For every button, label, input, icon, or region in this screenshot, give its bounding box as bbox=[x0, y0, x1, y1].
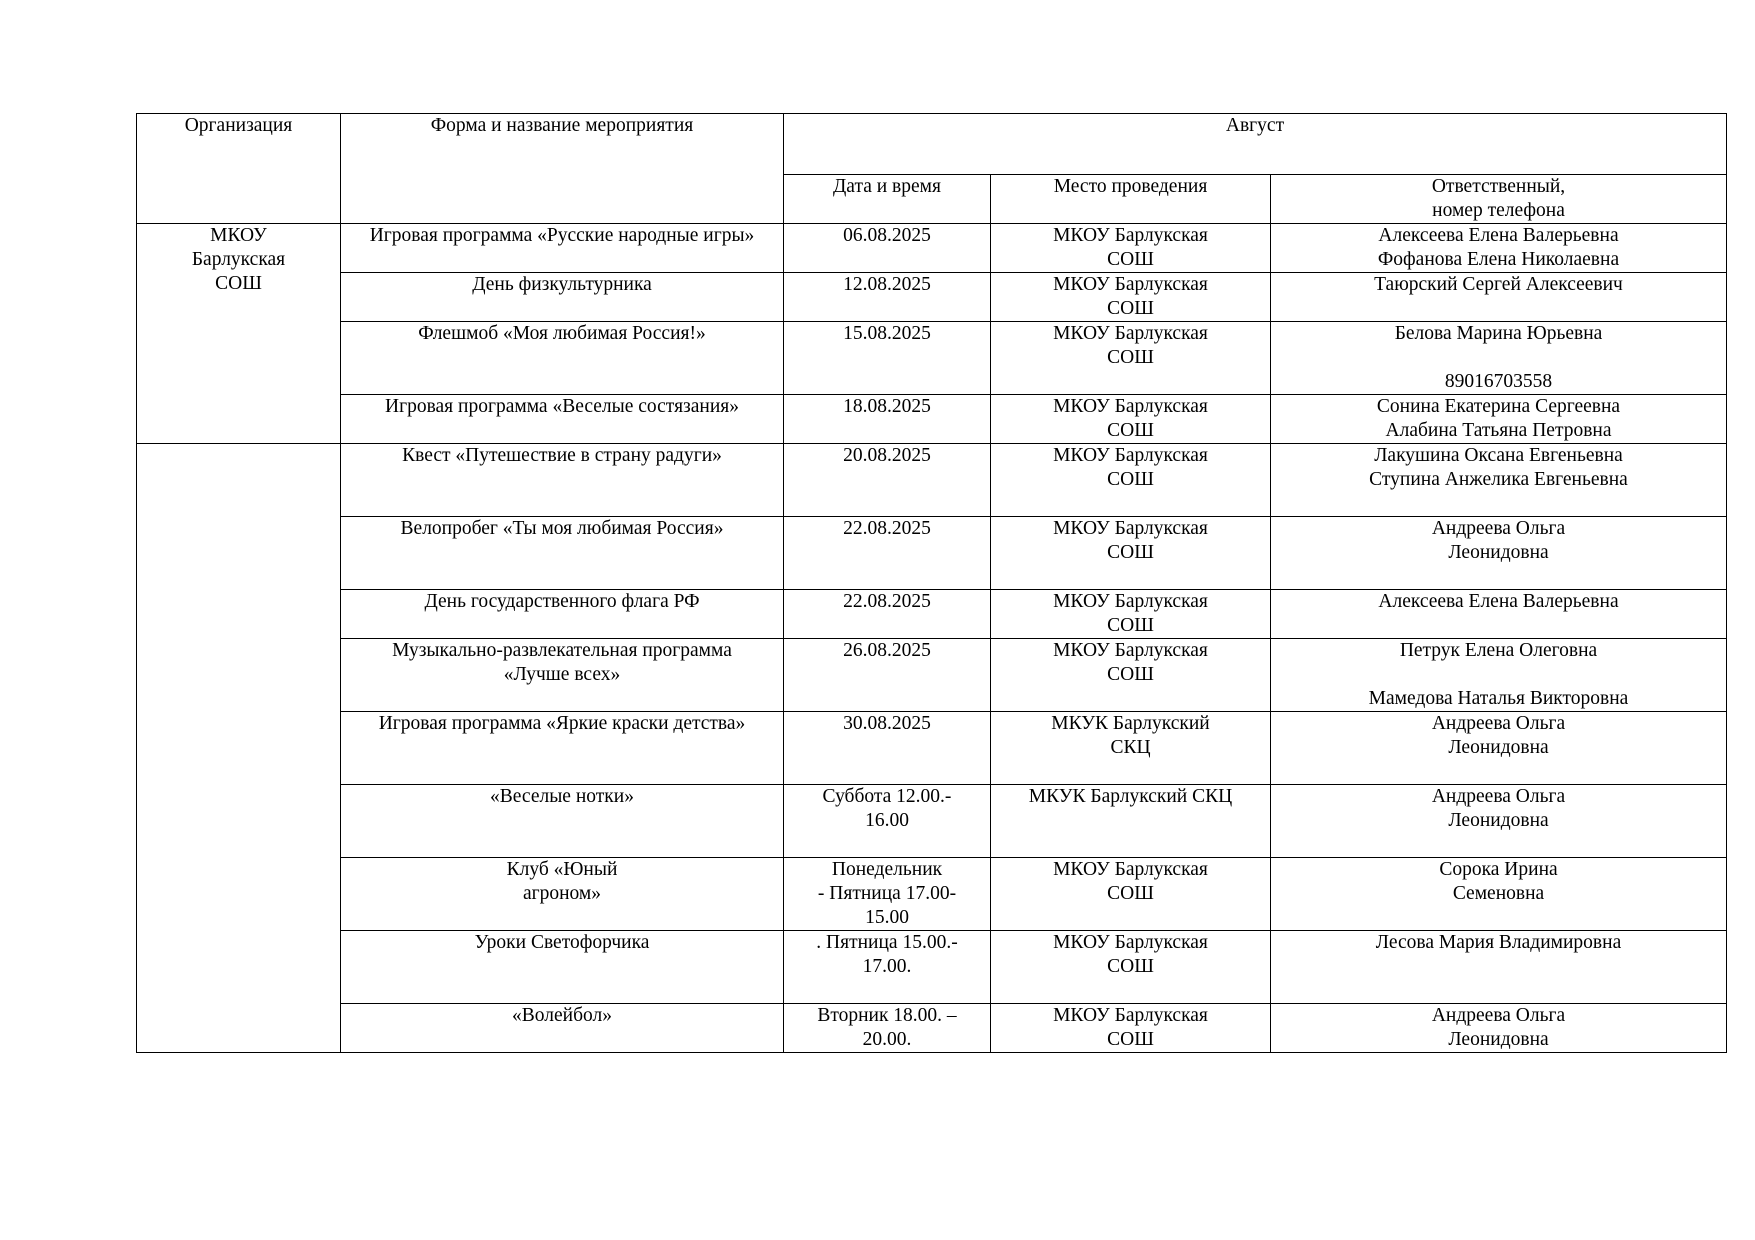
venue-cell: МКОУ Барлукская СОШ bbox=[991, 517, 1271, 590]
event-cell: День государственного флага РФ bbox=[341, 590, 784, 639]
responsible-cell: Лесова Мария Владимировна bbox=[1271, 931, 1727, 1004]
events-table-body bbox=[137, 114, 1727, 1053]
venue-cell: МКОУ Барлукская СОШ bbox=[991, 858, 1271, 931]
responsible-cell: Петрук Елена Олеговна Мамедова Наталья Викторовна bbox=[1271, 639, 1727, 712]
responsible-cell: Андреева Ольга Леонидовна bbox=[1271, 517, 1727, 590]
date-cell: 20.08.2025 bbox=[784, 444, 991, 517]
event-cell: Игровая программа «Русские народные игры» bbox=[341, 224, 784, 273]
header-event-name: Форма и название мероприятия bbox=[341, 114, 784, 224]
organization-cell: МКОУ Барлукская СОШ bbox=[137, 224, 341, 444]
event-cell: Уроки Светофорчика bbox=[341, 931, 784, 1004]
header-month: Август bbox=[784, 114, 1727, 175]
venue-cell: МКОУ Барлукская СОШ bbox=[991, 224, 1271, 273]
event-cell: Игровая программа «Веселые состязания» bbox=[341, 395, 784, 444]
venue-cell: МКОУ Барлукская СОШ bbox=[991, 395, 1271, 444]
organization-cell-empty bbox=[137, 444, 341, 1053]
venue-cell: МКОУ Барлукская СОШ bbox=[991, 444, 1271, 517]
event-cell: Музыкально-развлекательная программа «Лучше всех» bbox=[341, 639, 784, 712]
table-row bbox=[137, 639, 1727, 712]
date-cell: 06.08.2025 bbox=[784, 224, 991, 273]
date-cell: 12.08.2025 bbox=[784, 273, 991, 322]
table-row bbox=[137, 444, 1727, 517]
responsible-cell: Белова Марина Юрьевна 89016703558 bbox=[1271, 322, 1727, 395]
table-row bbox=[137, 712, 1727, 785]
date-cell: 26.08.2025 bbox=[784, 639, 991, 712]
event-cell: «Волейбол» bbox=[341, 1004, 784, 1053]
event-cell: Велопробег «Ты моя любимая Россия» bbox=[341, 517, 784, 590]
events-table bbox=[136, 113, 1727, 1053]
venue-cell: МКУК Барлукский СКЦ bbox=[991, 785, 1271, 858]
venue-cell: МКОУ Барлукская СОШ bbox=[991, 931, 1271, 1004]
venue-cell: МКУК Барлукский СКЦ bbox=[991, 712, 1271, 785]
table-row bbox=[137, 931, 1727, 1004]
event-cell: День физкультурника bbox=[341, 273, 784, 322]
event-cell: Квест «Путешествие в страну радуги» bbox=[341, 444, 784, 517]
responsible-cell: Андреева Ольга Леонидовна bbox=[1271, 712, 1727, 785]
venue-cell: МКОУ Барлукская СОШ bbox=[991, 639, 1271, 712]
venue-cell: МКОУ Барлукская СОШ bbox=[991, 1004, 1271, 1053]
event-cell: Клуб «Юный агроном» bbox=[341, 858, 784, 931]
responsible-cell: Андреева Ольга Леонидовна bbox=[1271, 1004, 1727, 1053]
responsible-cell: Алексеева Елена Валерьевна Фофанова Елена Николаевна bbox=[1271, 224, 1727, 273]
table-row bbox=[137, 1004, 1727, 1053]
event-cell: «Веселые нотки» bbox=[341, 785, 784, 858]
event-cell: Игровая программа «Яркие краски детства» bbox=[341, 712, 784, 785]
date-cell: 22.08.2025 bbox=[784, 517, 991, 590]
header-row-top bbox=[137, 114, 1727, 175]
responsible-cell: Лакушина Оксана Евгеньевна Ступина Анжелика Евгеньевна bbox=[1271, 444, 1727, 517]
table-row bbox=[137, 224, 1727, 273]
date-cell: 18.08.2025 bbox=[784, 395, 991, 444]
responsible-cell: Таюрский Сергей Алексеевич bbox=[1271, 273, 1727, 322]
date-cell: Понедельник - Пятница 17.00- 15.00 bbox=[784, 858, 991, 931]
table-row bbox=[137, 322, 1727, 395]
date-cell: 30.08.2025 bbox=[784, 712, 991, 785]
date-cell: . Пятница 15.00.- 17.00. bbox=[784, 931, 991, 1004]
date-cell: 22.08.2025 bbox=[784, 590, 991, 639]
venue-cell: МКОУ Барлукская СОШ bbox=[991, 322, 1271, 395]
event-cell: Флешмоб «Моя любимая Россия!» bbox=[341, 322, 784, 395]
header-organization: Организация bbox=[137, 114, 341, 224]
table-row bbox=[137, 858, 1727, 931]
venue-cell: МКОУ Барлукская СОШ bbox=[991, 273, 1271, 322]
responsible-cell: Алексеева Елена Валерьевна bbox=[1271, 590, 1727, 639]
table-row bbox=[137, 590, 1727, 639]
header-venue: Место проведения bbox=[991, 175, 1271, 224]
header-responsible: Ответственный, номер телефона bbox=[1271, 175, 1727, 224]
table-row bbox=[137, 785, 1727, 858]
header-date-time: Дата и время bbox=[784, 175, 991, 224]
date-cell: Суббота 12.00.- 16.00 bbox=[784, 785, 991, 858]
responsible-cell: Сорока Ирина Семеновна bbox=[1271, 858, 1727, 931]
venue-cell: МКОУ Барлукская СОШ bbox=[991, 590, 1271, 639]
responsible-cell: Сонина Екатерина Сергеевна Алабина Татьяна Петровна bbox=[1271, 395, 1727, 444]
table-row bbox=[137, 517, 1727, 590]
date-cell: 15.08.2025 bbox=[784, 322, 991, 395]
date-cell: Вторник 18.00. – 20.00. bbox=[784, 1004, 991, 1053]
responsible-cell: Андреева Ольга Леонидовна bbox=[1271, 785, 1727, 858]
table-row bbox=[137, 395, 1727, 444]
table-row bbox=[137, 273, 1727, 322]
